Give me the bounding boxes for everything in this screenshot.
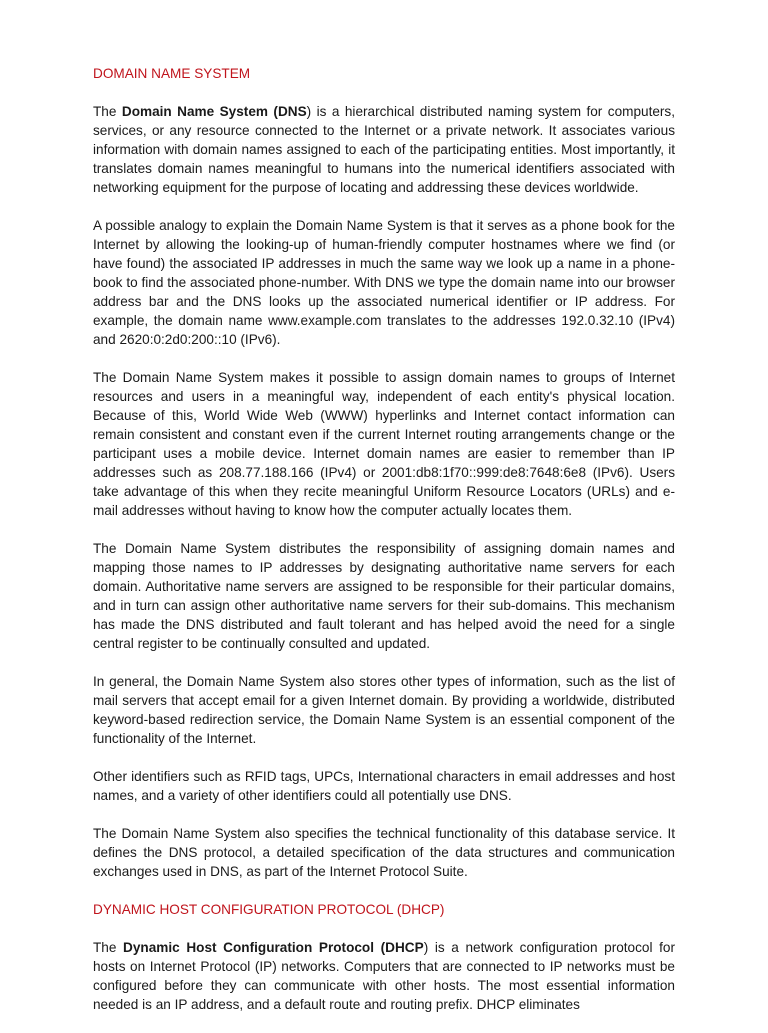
intro-pre-text: The [93, 104, 122, 119]
dns-paragraph-assign: The Domain Name System makes it possible to assign domain names to groups of Internet resources and users in a meaningful way, independent of each entity's physical location. Because of this, World Wide Web (WWW) hyperlinks and Internet contact information can remain consistent and constant even if the current Internet routing arrangements change or the participant uses a mobile device. Internet domain names are easier to remember than IP addresses such as 208.77.188.166 (IPv4) or 2001:db8:1f70::999:de8:7648:6e8 (IPv6). Users take advantage of this when they recite meaningful Uniform Resource Locators (URLs) and e-mail addresses without having to know how the computer actually locates them. [93, 370, 675, 518]
dns-intro-paragraph [93, 102, 675, 197]
dns-paragraph-analogy: A possible analogy to explain the Domain Name System is that it serves as a phone book for the Internet by allowing the looking-up of human-friendly computer hostnames where we find (or have found) the associated IP addresses in much the same way we look up a name in a phone-book to find the associated phone-number. With DNS we type the domain name into our browser address bar and the DNS looks up the associated numerical identifier or IP address. For example, the domain name www.example.com translates to the addresses 192.0.32.10 (IPv4) and 2620:0:2d0:200::10 (IPv6). [93, 218, 675, 347]
dns-paragraph-distribute: The Domain Name System distributes the responsibility of assigning domain names and mapping those names to IP addresses by designating authoritative name servers for each domain. Authoritative name servers are assigned to be responsible for their particular domains, and in turn can assign other authoritative name servers for their sub-domains. This mechanism has made the DNS distributed and fault tolerant and has helped avoid the need for a single central register to be continually consulted and updated. [93, 541, 675, 651]
intro-post-text: ) is a hierarchical distributed naming system for computers, services, or any resource connected to the Internet or a private network. It associates various information with domain names assigned to each of the participating entities. Most importantly, it translates domain names meaningful to humans into the numerical identifiers associated with networking equipment for the purpose of locating and addressing these devices worldwide. [93, 104, 676, 195]
dhcp-term: Dynamic Host Configuration Protocol (DHCP [123, 940, 424, 955]
dhcp-intro-paragraph [93, 938, 675, 1014]
intro-post-text: ) is a network configuration protocol for hosts on Internet Protocol (IP) networks. Computers that are connected to IP networks must be configured before they can communicate with other hosts. The most essential information needed is an IP address, and a default route and routing prefix. DHCP eliminates [93, 940, 675, 1012]
dns-term: Domain Name System (DNS [121, 104, 307, 119]
dns-paragraph-identifiers: Other identifiers such as RFID tags, UPCs, International characters in email addresses and host names, and a variety of other identifiers could all potentially use DNS. [93, 769, 675, 803]
dns-paragraph-technical: The Domain Name System also specifies the technical functionality of this database service. It defines the DNS protocol, a detailed specification of the data structures and communication exchanges used in DNS, as part of the Internet Protocol Suite. [93, 826, 675, 879]
dns-paragraph-general: In general, the Domain Name System also stores other types of information, such as the list of mail servers that accept email for a given Internet domain. By providing a worldwide, distributed keyword-based redirection service, the Domain Name System is an essential component of the functionality of the Internet. [93, 674, 675, 746]
document-page [93, 64, 675, 1033]
intro-pre-text: The [93, 940, 124, 955]
section-heading-dhcp: DYNAMIC HOST CONFIGURATION PROTOCOL (DHCP) [93, 902, 445, 917]
section-heading-dns: DOMAIN NAME SYSTEM [93, 66, 251, 81]
